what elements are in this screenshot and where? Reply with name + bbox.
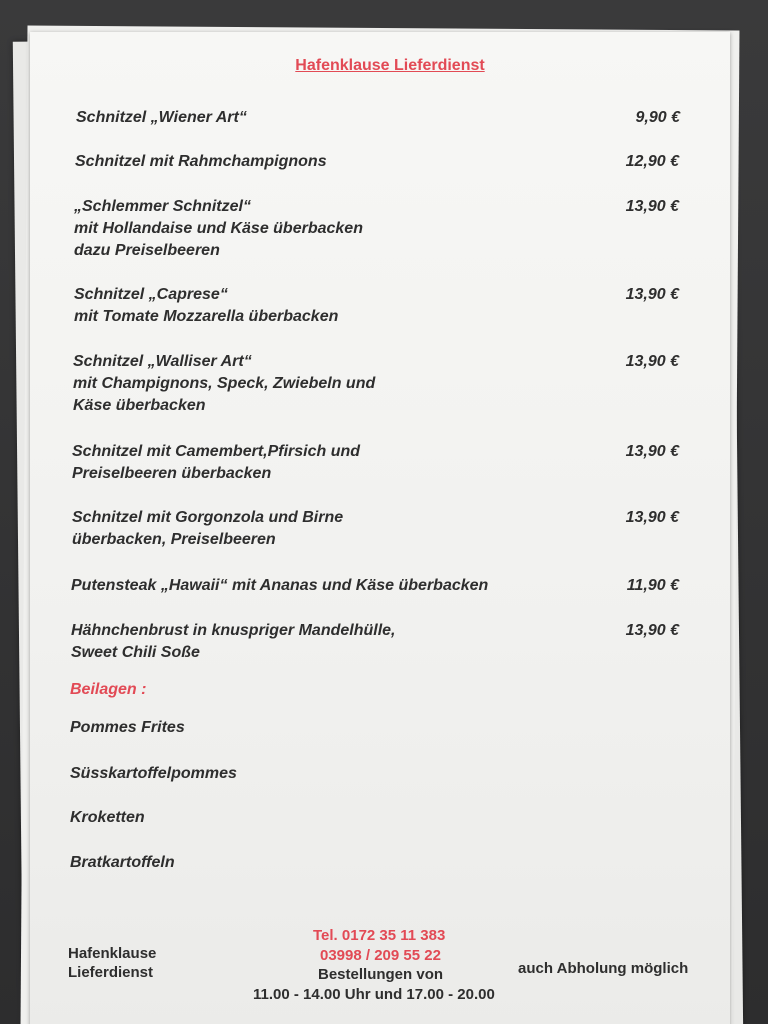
side-item: Süsskartoffelpommes <box>70 765 237 782</box>
menu-item-price: 13,90 € <box>625 509 679 526</box>
menu-item-line: Schnitzel „Wiener Art“ <box>76 109 247 126</box>
menu-item-line: Hähnchenbrust in knuspriger Mandelhülle, <box>71 622 396 639</box>
menu-item-line: Sweet Chili Soße <box>71 644 200 661</box>
footer-business-line: Lieferdienst <box>68 964 154 981</box>
menu-item-line: Schnitzel mit Rahmchampignons <box>75 153 327 170</box>
menu-item-line: überbacken, Preiselbeeren <box>72 531 276 548</box>
footer-phone-landline: 03998 / 209 55 22 <box>320 947 441 964</box>
sides-heading: Beilagen : <box>70 681 147 698</box>
menu-item-price: 13,90 € <box>625 198 679 215</box>
menu-item-name <box>71 620 395 664</box>
menu-item-line: mit Champignons, Speck, Zwiebeln und <box>73 375 376 392</box>
menu-item-line: mit Hollandaise und Käse überbacken <box>74 220 363 237</box>
side-item: Kroketten <box>70 809 145 826</box>
side-item: Pommes Frites <box>70 719 185 736</box>
menu-item-price: 11,90 € <box>626 577 679 594</box>
menu-item-line: Schnitzel „Caprese“ <box>74 286 228 303</box>
menu-item-name <box>76 107 247 129</box>
menu-item-line: Käse überbacken <box>73 397 206 414</box>
menu-item-price: 13,90 € <box>625 622 679 639</box>
menu-item-price: 13,90 € <box>625 353 679 370</box>
menu-title: Hafenklause Lieferdienst <box>295 57 485 74</box>
menu-item-price: 9,90 € <box>635 109 680 126</box>
footer-phone: Tel. 0172 35 11 383 <box>313 927 446 944</box>
footer-business-name <box>68 944 156 982</box>
menu-item-line: Putensteak „Hawaii“ mit Ananas und Käse überbacken <box>71 577 489 594</box>
footer-pickup-note: auch Abholung möglich <box>518 960 689 977</box>
menu-item-line: Schnitzel „Walliser Art“ <box>73 353 252 370</box>
menu-item-name <box>75 151 327 173</box>
menu-item-line: „Schlemmer Schnitzel“ <box>74 198 251 215</box>
menu-item-line: Schnitzel mit Gorgonzola und Birne <box>72 509 344 526</box>
footer-business-line: Hafenklause <box>68 945 157 962</box>
menu-item-name <box>74 196 363 262</box>
menu-item-price: 13,90 € <box>625 443 679 460</box>
menu-item-name <box>72 507 343 551</box>
menu-item-price: 12,90 € <box>625 153 679 170</box>
menu-item-line: Preiselbeeren überbacken <box>72 465 272 482</box>
menu-item-name <box>71 575 488 597</box>
menu-item-name <box>73 351 375 417</box>
menu-item-name <box>72 441 360 485</box>
footer-orders-label: Bestellungen von <box>318 966 444 983</box>
menu-item-price: 13,90 € <box>625 286 679 303</box>
footer-opening-hours: 11.00 - 14.00 Uhr und 17.00 - 20.00 <box>253 986 495 1003</box>
menu-item-line: dazu Preiselbeeren <box>74 242 220 259</box>
side-item: Bratkartoffeln <box>70 854 175 871</box>
menu-item-line: mit Tomate Mozzarella überbacken <box>74 308 339 325</box>
menu-item-name <box>74 284 338 328</box>
menu-item-line: Schnitzel mit Camembert,Pfirsich und <box>72 443 361 460</box>
